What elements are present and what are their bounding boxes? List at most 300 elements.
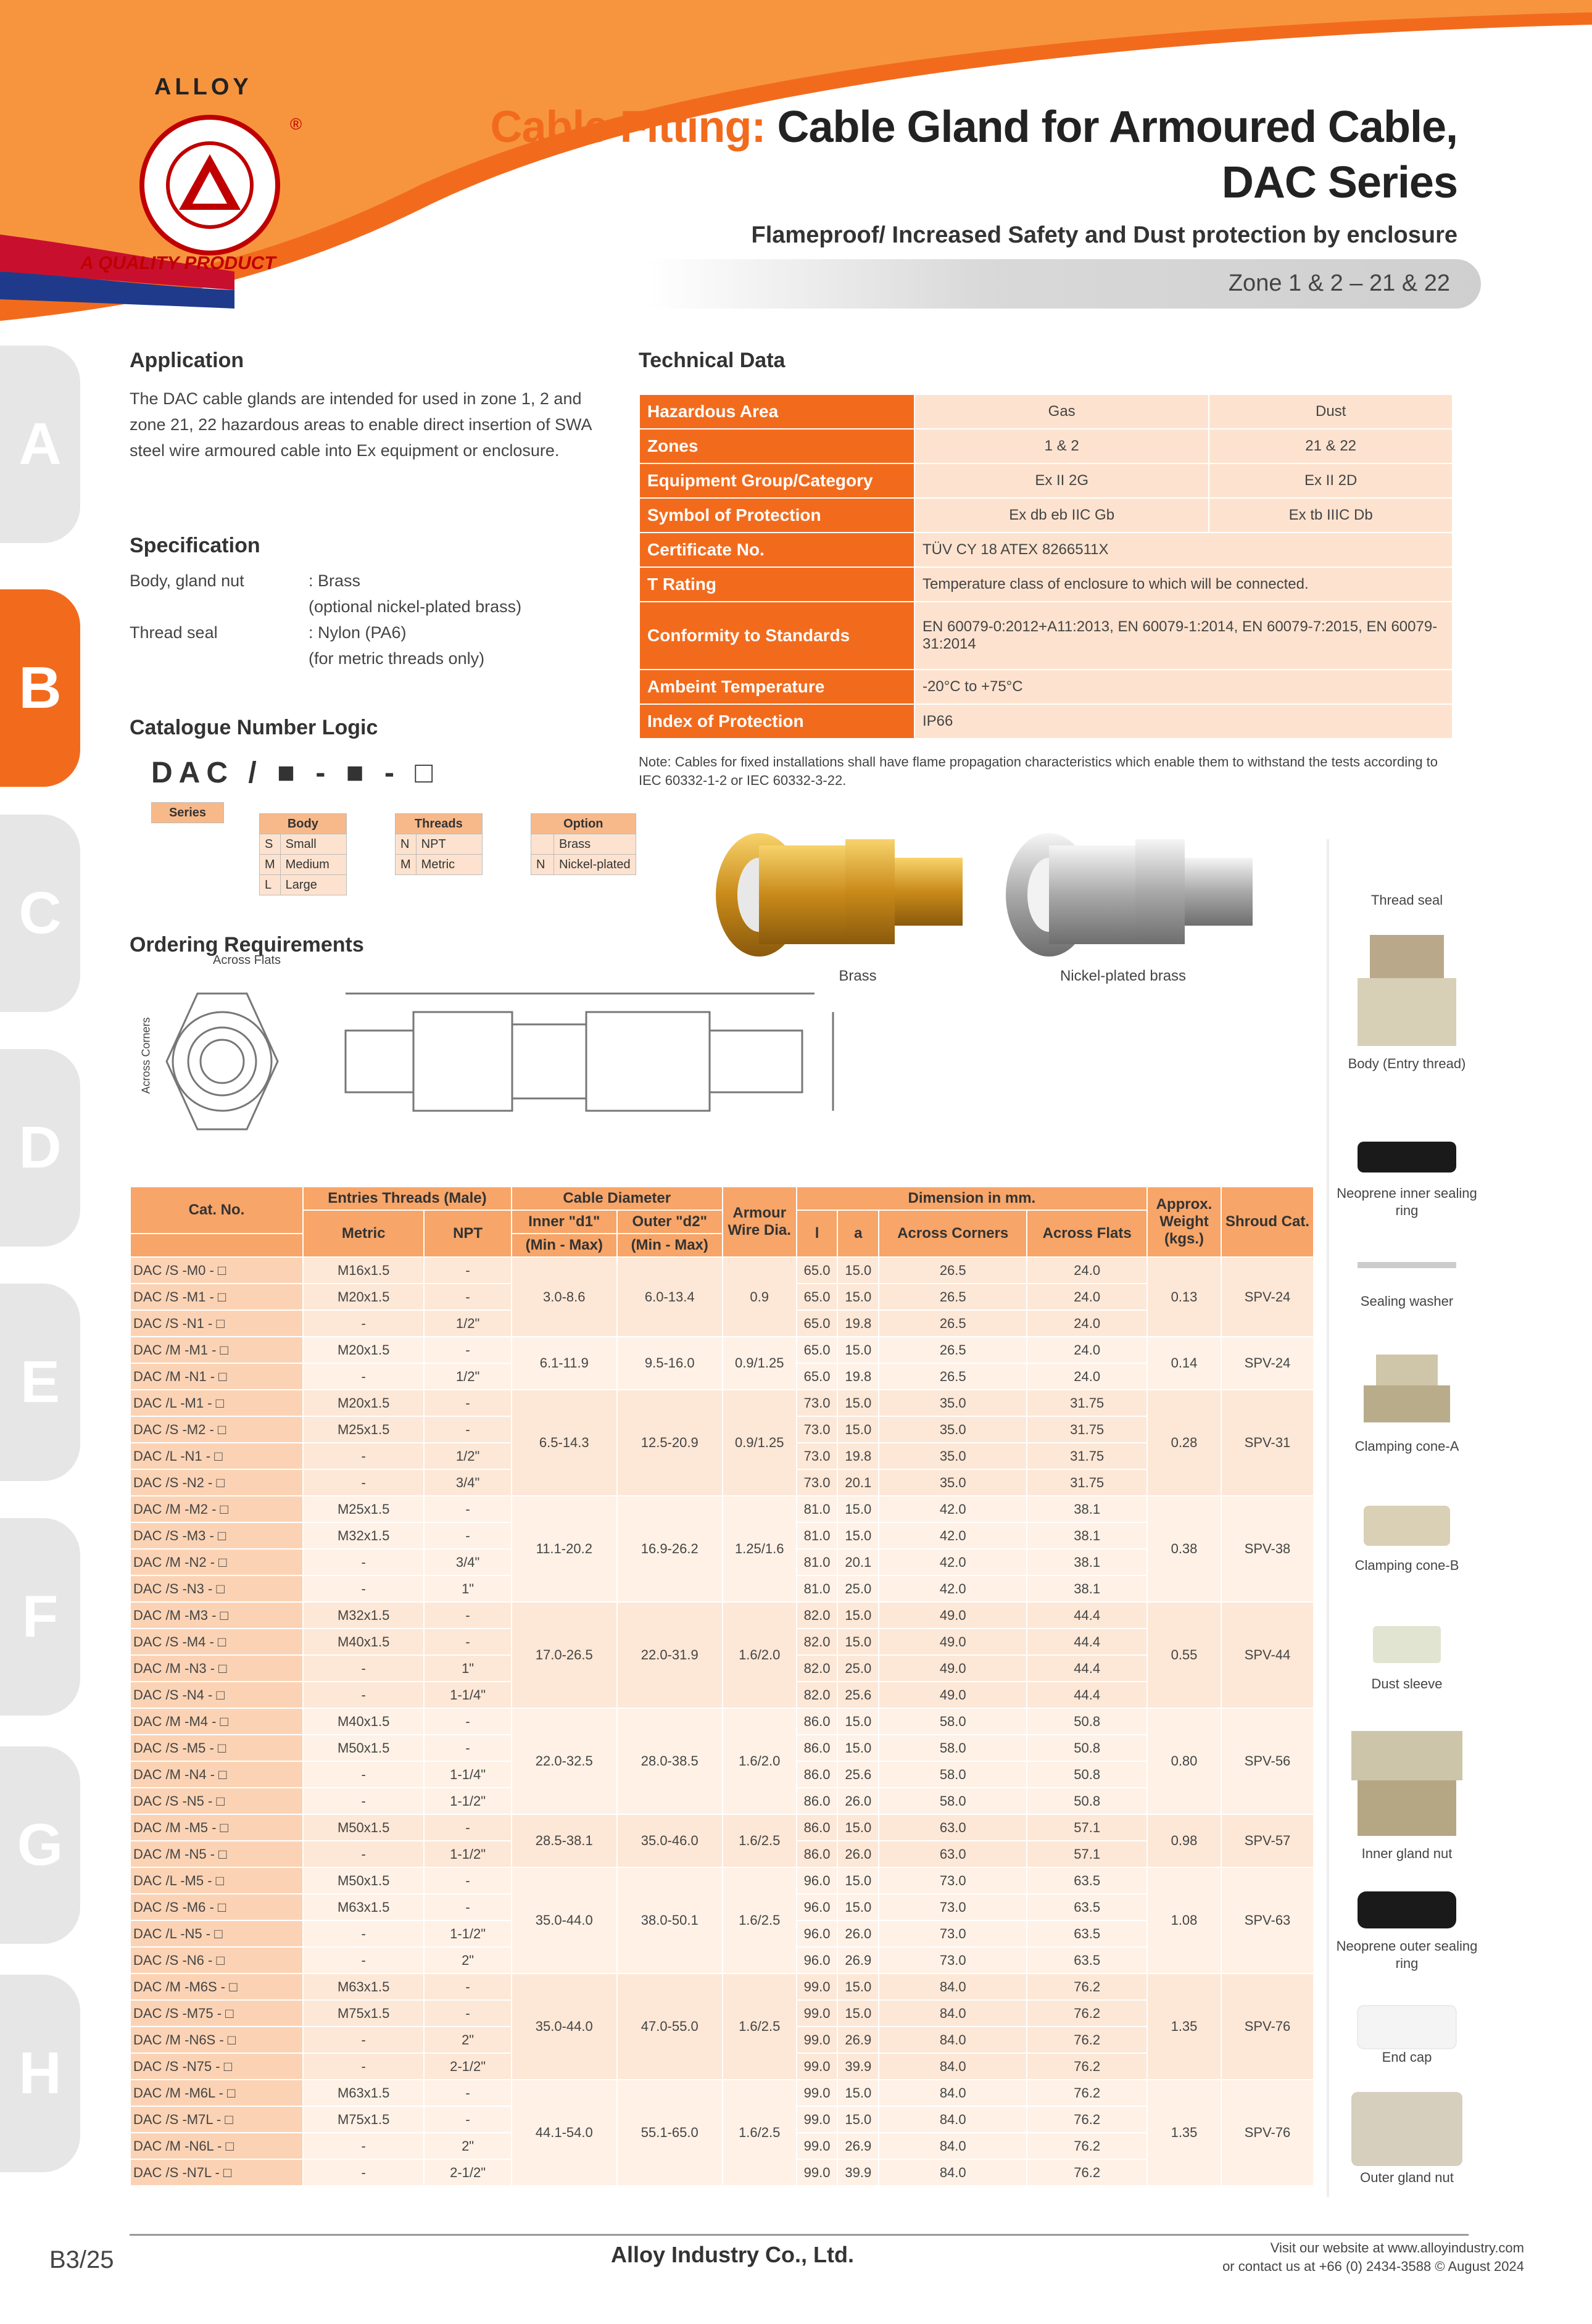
npt-cell: 3/4": [424, 1469, 511, 1496]
part-caption: Neoprene outer sealing ring: [1336, 1938, 1478, 1971]
tech-label: Index of Protection: [639, 704, 914, 739]
across-corners-cell: 49.0: [879, 1629, 1027, 1655]
metric-cell: -: [303, 1947, 424, 1973]
part-sleeve-image: [1345, 1620, 1469, 1669]
tab-b[interactable]: B: [0, 589, 80, 787]
col-corners: Across Corners: [879, 1210, 1027, 1257]
across-corners-cell: 84.0: [879, 2027, 1027, 2053]
dim-a-cell: 15.0: [837, 1284, 879, 1310]
tab-h[interactable]: H: [0, 1975, 80, 2172]
option-code: N: [531, 855, 554, 875]
table-row: [130, 1814, 1314, 1841]
across-corners-cell: 84.0: [879, 2053, 1027, 2080]
across-flats-cell: 50.8: [1027, 1708, 1147, 1735]
part-caption: Body (Entry thread): [1348, 1056, 1466, 1071]
across-corners-cell: 58.0: [879, 1788, 1027, 1814]
across-corners-cell: 84.0: [879, 2000, 1027, 2027]
part-washer-image: [1345, 1259, 1469, 1271]
across-corners-cell: 49.0: [879, 1655, 1027, 1682]
col-dims: Dimension in mm.: [797, 1187, 1147, 1210]
dim-l-cell: 99.0: [797, 1973, 838, 2000]
tech-gas: 1 & 2: [914, 429, 1209, 463]
part-caption: Sealing washer: [1360, 1293, 1454, 1309]
col-entry: Entries Threads (Male): [303, 1187, 512, 1210]
col-outer: Outer "d2": [617, 1210, 723, 1234]
dim-a-cell: 26.9: [837, 1947, 879, 1973]
shroud-cell: SPV-76: [1221, 1973, 1314, 2080]
npt-cell: 2": [424, 1947, 511, 1973]
across-flats-cell: 31.75: [1027, 1390, 1147, 1416]
dim-l-cell: 82.0: [797, 1602, 838, 1629]
across-corners-cell: 73.0: [879, 1867, 1027, 1894]
across-flats-cell: 76.2: [1027, 2159, 1147, 2186]
dim-l-cell: 99.0: [797, 2159, 838, 2186]
dim-l-cell: 99.0: [797, 2080, 838, 2106]
shroud-cell: SPV-38: [1221, 1496, 1314, 1602]
spec-key: Thread seal: [130, 623, 218, 642]
across-flats-cell: 24.0: [1027, 1363, 1147, 1390]
inner-cell: 6.1-11.9: [512, 1337, 617, 1390]
col-inner-minmax: (Min - Max): [512, 1234, 617, 1257]
page-title: [491, 102, 1457, 152]
npt-cell: 2-1/2": [424, 2053, 511, 2080]
application-text: The DAC cable glands are intended for used in zone 1, 2 and zone 21, 22 hazardous areas to enable direct insertion of SWA steel wire armoured cable into Ex equipment or enclosure.: [130, 389, 591, 460]
npt-cell: -: [424, 1814, 511, 1841]
weight-cell: 0.13: [1147, 1257, 1221, 1337]
npt-cell: 3/4": [424, 1549, 511, 1575]
thread-code: N: [396, 834, 417, 855]
across-flats-cell: 44.4: [1027, 1629, 1147, 1655]
across-corners-cell: 35.0: [879, 1443, 1027, 1469]
part-inner-nut-image: [1345, 1725, 1469, 1842]
part-cone-a-image: [1345, 1348, 1469, 1429]
metric-cell: M75x1.5: [303, 2000, 424, 2027]
dim-a-cell: 15.0: [837, 1708, 879, 1735]
dim-l-cell: 81.0: [797, 1575, 838, 1602]
dim-a-cell: 25.0: [837, 1655, 879, 1682]
cat-no-cell: DAC /S -M1 - □: [130, 1284, 303, 1310]
npt-cell: -: [424, 1416, 511, 1443]
across-flats-cell: 50.8: [1027, 1735, 1147, 1761]
shroud-cell: SPV-31: [1221, 1390, 1314, 1496]
tech-row: [639, 498, 1453, 533]
outer-cell: 28.0-38.5: [617, 1708, 723, 1814]
cat-no-cell: DAC /S -N5 - □: [130, 1788, 303, 1814]
shroud-cell: SPV-24: [1221, 1337, 1314, 1390]
cat-no-cell: DAC /S -M6 - □: [130, 1894, 303, 1920]
across-flats-cell: 63.5: [1027, 1894, 1147, 1920]
metric-cell: M63x1.5: [303, 2080, 424, 2106]
armour-cell: 0.9/1.25: [723, 1390, 797, 1496]
armour-cell: 1.25/1.6: [723, 1496, 797, 1602]
tech-dust: 21 & 22: [1209, 429, 1453, 463]
shroud-cell: SPV-63: [1221, 1867, 1314, 1973]
across-flats-cell: 50.8: [1027, 1788, 1147, 1814]
dim-a-cell: 15.0: [837, 1496, 879, 1522]
body-code: M: [260, 855, 281, 875]
thread-type: Metric: [416, 855, 482, 875]
metric-cell: -: [303, 1761, 424, 1788]
across-flats-cell: 76.2: [1027, 2133, 1147, 2159]
npt-cell: 2": [424, 2027, 511, 2053]
tech-label: Zones: [639, 429, 914, 463]
cat-no-cell: DAC /M -N5 - □: [130, 1841, 303, 1867]
footer-divider: [130, 2234, 1469, 2236]
specification-heading: Specification: [130, 534, 260, 557]
table-row: [130, 1708, 1314, 1735]
tech-gas: Ex db eb IIC Gb: [914, 498, 1209, 533]
cat-no-cell: DAC /S -N6 - □: [130, 1947, 303, 1973]
tech-label: Equipment Group/Category: [639, 463, 914, 498]
across-corners-cell: 42.0: [879, 1522, 1027, 1549]
dim-a-cell: 26.0: [837, 1920, 879, 1947]
across-flats-cell: 24.0: [1027, 1337, 1147, 1363]
shroud-cell: SPV-24: [1221, 1257, 1314, 1337]
contact-line: or contact us at +66 (0) 2434-3588 © August 2024: [1222, 2259, 1524, 2274]
across-corners-cell: 42.0: [879, 1575, 1027, 1602]
metric-cell: -: [303, 2159, 424, 2186]
cat-no-cell: DAC /M -N6S - □: [130, 2027, 303, 2053]
technical-table: [639, 394, 1453, 739]
cat-no-cell: DAC /L -N5 - □: [130, 1920, 303, 1947]
npt-cell: -: [424, 1522, 511, 1549]
inner-cell: 35.0-44.0: [512, 1867, 617, 1973]
metric-cell: -: [303, 1549, 424, 1575]
dim-l-cell: 96.0: [797, 1920, 838, 1947]
dim-l-cell: 86.0: [797, 1841, 838, 1867]
weight-cell: 1.35: [1147, 2080, 1221, 2186]
col-cable: Cable Diameter: [512, 1187, 723, 1210]
company-name: Alloy Industry Co., Ltd.: [611, 2242, 854, 2267]
dim-a-cell: 15.0: [837, 2106, 879, 2133]
option-finish: Nickel-plated: [554, 855, 636, 875]
body-code: S: [260, 834, 281, 855]
across-flats-cell: 44.4: [1027, 1655, 1147, 1682]
part-end-cap-image: [1345, 1999, 1469, 2055]
cat-no-cell: DAC /S -N1 - □: [130, 1310, 303, 1337]
dim-l-cell: 65.0: [797, 1337, 838, 1363]
dim-a-cell: 15.0: [837, 1602, 879, 1629]
catalogue-heading: Catalogue Number Logic: [130, 716, 378, 739]
dim-l-cell: 86.0: [797, 1708, 838, 1735]
tech-row: [639, 602, 1453, 670]
brand-logo-icon: [123, 105, 302, 265]
ordering-table: [130, 1186, 1314, 2186]
dim-l-cell: 82.0: [797, 1655, 838, 1682]
across-flats-cell: 76.2: [1027, 2080, 1147, 2106]
armour-cell: 1.6/2.5: [723, 1814, 797, 1867]
cat-no-cell: DAC /M -N3 - □: [130, 1655, 303, 1682]
dim-a-cell: 19.8: [837, 1443, 879, 1469]
cat-no-cell: DAC /S -M5 - □: [130, 1735, 303, 1761]
tech-gas: Ex II 2G: [914, 463, 1209, 498]
across-corners-cell: 73.0: [879, 1947, 1027, 1973]
nickel-caption: Nickel-plated brass: [1059, 968, 1187, 984]
body-code: L: [260, 875, 281, 895]
npt-cell: 1/2": [424, 1363, 511, 1390]
part-caption: Clamping cone-B: [1354, 1558, 1459, 1573]
across-corners-cell: 63.0: [879, 1841, 1027, 1867]
dim-l-cell: 81.0: [797, 1496, 838, 1522]
inner-cell: 6.5-14.3: [512, 1390, 617, 1496]
across-flats-cell: 31.75: [1027, 1469, 1147, 1496]
metric-cell: -: [303, 1655, 424, 1682]
npt-cell: -: [424, 1257, 511, 1284]
catalogue-code: DAC / ■ - ■ - □: [151, 757, 439, 789]
dim-l-cell: 96.0: [797, 1867, 838, 1894]
weight-cell: 0.14: [1147, 1337, 1221, 1390]
thread-type: NPT: [416, 834, 482, 855]
dim-a-cell: 19.8: [837, 1310, 879, 1337]
metric-cell: M25x1.5: [303, 1416, 424, 1443]
part-caption: Inner gland nut: [1361, 1846, 1453, 1861]
threads-table: [395, 813, 483, 875]
weight-cell: 0.98: [1147, 1814, 1221, 1867]
dim-l-cell: 82.0: [797, 1629, 838, 1655]
npt-cell: -: [424, 2000, 511, 2027]
across-corners-cell: 35.0: [879, 1469, 1027, 1496]
npt-cell: 2": [424, 2133, 511, 2159]
metric-cell: -: [303, 2133, 424, 2159]
title-main: Cable Gland for Armoured Cable,: [777, 102, 1457, 152]
npt-cell: -: [424, 2106, 511, 2133]
across-flats-cell: 76.2: [1027, 1973, 1147, 2000]
col-cat-blank: [130, 1234, 303, 1257]
weight-cell: 1.08: [1147, 1867, 1221, 1973]
tech-row: [639, 394, 1453, 429]
across-corners-cell: 73.0: [879, 1894, 1027, 1920]
tech-label: Symbol of Protection: [639, 498, 914, 533]
dim-a-cell: 15.0: [837, 1337, 879, 1363]
across-corners-label: Across Corners: [139, 1017, 152, 1094]
cat-no-cell: DAC /L -M5 - □: [130, 1867, 303, 1894]
part-outer-nut-image: [1345, 2086, 1469, 2172]
dim-l-cell: 81.0: [797, 1549, 838, 1575]
outer-cell: 22.0-31.9: [617, 1602, 723, 1708]
weight-cell: 0.28: [1147, 1390, 1221, 1496]
title-series: DAC Series: [1221, 158, 1457, 207]
npt-cell: -: [424, 1284, 511, 1310]
spec-value: (for metric threads only): [309, 649, 485, 668]
cat-no-cell: DAC /M -M1 - □: [130, 1337, 303, 1363]
metric-cell: M50x1.5: [303, 1867, 424, 1894]
cat-no-cell: DAC /M -N1 - □: [130, 1363, 303, 1390]
across-flats-cell: 38.1: [1027, 1575, 1147, 1602]
tab-f[interactable]: F: [0, 1518, 80, 1716]
dim-l-cell: 86.0: [797, 1761, 838, 1788]
armour-cell: 1.6/2.5: [723, 1867, 797, 1973]
dim-a-cell: 15.0: [837, 1390, 879, 1416]
spec-value: : Brass: [309, 571, 361, 590]
across-corners-cell: 84.0: [879, 2080, 1027, 2106]
brand-name: ALLOY: [154, 74, 252, 100]
tech-value: EN 60079-0:2012+A11:2013, EN 60079-1:2014, EN 60079-7:2015, EN 60079-31:2014: [914, 602, 1453, 670]
across-corners-cell: 26.5: [879, 1363, 1027, 1390]
specification-list: [130, 568, 611, 671]
npt-cell: -: [424, 1602, 511, 1629]
body-size: Small: [280, 834, 346, 855]
metric-cell: -: [303, 1920, 424, 1947]
dim-l-cell: 65.0: [797, 1363, 838, 1390]
dim-a-cell: 15.0: [837, 1814, 879, 1841]
shroud-cell: SPV-57: [1221, 1814, 1314, 1867]
metric-cell: M32x1.5: [303, 1522, 424, 1549]
dim-a-cell: 39.9: [837, 2053, 879, 2080]
dim-l-cell: 99.0: [797, 2106, 838, 2133]
title-prefix: Cable Fitting:: [490, 102, 766, 152]
col-outer-minmax: (Min - Max): [617, 1234, 723, 1257]
col-npt: NPT: [424, 1210, 511, 1257]
outer-cell: 38.0-50.1: [617, 1867, 723, 1973]
ordering-table-body: [130, 1257, 1314, 2186]
armour-cell: 1.6/2.5: [723, 1973, 797, 2080]
spec-key: [130, 594, 309, 620]
zone-label: Zone 1 & 2 – 21 & 22: [1228, 270, 1450, 296]
metric-cell: -: [303, 1469, 424, 1496]
tech-label: T Rating: [639, 567, 914, 602]
across-flats-cell: 76.2: [1027, 2000, 1147, 2027]
across-corners-cell: 58.0: [879, 1708, 1027, 1735]
metric-cell: M20x1.5: [303, 1337, 424, 1363]
dim-a-cell: 15.0: [837, 2000, 879, 2027]
metric-cell: M25x1.5: [303, 1496, 424, 1522]
inner-cell: 28.5-38.1: [512, 1814, 617, 1867]
option-code: [531, 834, 554, 855]
npt-cell: 1-1/2": [424, 1920, 511, 1947]
npt-cell: -: [424, 1390, 511, 1416]
metric-cell: M63x1.5: [303, 1973, 424, 2000]
contact-info: [1222, 2239, 1524, 2276]
outer-cell: 9.5-16.0: [617, 1337, 723, 1390]
spec-key: Body, gland nut: [130, 571, 244, 590]
dim-a-cell: 15.0: [837, 1257, 879, 1284]
npt-cell: -: [424, 1735, 511, 1761]
dim-a-cell: 26.9: [837, 2133, 879, 2159]
outer-cell: 16.9-26.2: [617, 1496, 723, 1602]
part-caption: Dust sleeve: [1371, 1676, 1443, 1691]
cat-no-cell: DAC /S -M7L - □: [130, 2106, 303, 2133]
dim-a-cell: 20.1: [837, 1549, 879, 1575]
dim-l-cell: 82.0: [797, 1682, 838, 1708]
option-table: [531, 813, 636, 875]
npt-cell: -: [424, 1708, 511, 1735]
tech-value: -20°C to +75°C: [914, 670, 1453, 704]
tech-dust: Ex II 2D: [1209, 463, 1453, 498]
dim-l-cell: 99.0: [797, 2133, 838, 2159]
dim-l-cell: 73.0: [797, 1443, 838, 1469]
ordering-heading: Ordering Requirements: [130, 933, 364, 957]
tech-value: TÜV CY 18 ATEX 8266511X: [914, 533, 1453, 567]
threads-header: Threads: [396, 814, 483, 834]
tab-g[interactable]: G: [0, 1746, 80, 1944]
cat-no-cell: DAC /S -M0 - □: [130, 1257, 303, 1284]
weight-cell: 1.35: [1147, 1973, 1221, 2080]
inner-cell: 35.0-44.0: [512, 1973, 617, 2080]
tech-row: [639, 704, 1453, 739]
across-corners-cell: 49.0: [879, 1602, 1027, 1629]
across-corners-cell: 84.0: [879, 2106, 1027, 2133]
npt-cell: -: [424, 1496, 511, 1522]
cat-no-cell: DAC /M -M6L - □: [130, 2080, 303, 2106]
cat-no-cell: DAC /M -M2 - □: [130, 1496, 303, 1522]
tab-e[interactable]: E: [0, 1284, 80, 1481]
part-caption: Clamping cone-A: [1354, 1438, 1459, 1454]
col-flats: Across Flats: [1027, 1210, 1147, 1257]
metric-cell: M63x1.5: [303, 1894, 424, 1920]
tech-row: [639, 670, 1453, 704]
tech-dust: Ex tb IIIC Db: [1209, 498, 1453, 533]
dim-l-cell: 86.0: [797, 1788, 838, 1814]
table-row: [130, 1337, 1314, 1363]
part-body-image: [1345, 929, 1469, 1052]
metric-cell: -: [303, 1310, 424, 1337]
cat-no-cell: DAC /M -N4 - □: [130, 1761, 303, 1788]
shroud-cell: SPV-76: [1221, 2080, 1314, 2186]
across-flats-cell: 57.1: [1027, 1814, 1147, 1841]
series-table: [151, 802, 224, 823]
tech-label: Ambeint Temperature: [639, 670, 914, 704]
col-cat: Cat. No.: [130, 1187, 303, 1234]
cat-no-cell: DAC /S -M4 - □: [130, 1629, 303, 1655]
cat-no-cell: DAC /S -N4 - □: [130, 1682, 303, 1708]
dim-l-cell: 96.0: [797, 1947, 838, 1973]
dim-a-cell: 26.0: [837, 1841, 879, 1867]
npt-cell: -: [424, 2080, 511, 2106]
tab-d[interactable]: D: [0, 1049, 80, 1247]
option-finish: Brass: [554, 834, 636, 855]
dim-a-cell: 26.0: [837, 1788, 879, 1814]
metric-cell: M40x1.5: [303, 1629, 424, 1655]
body-size: Medium: [280, 855, 346, 875]
application-heading: Application: [130, 349, 244, 372]
dim-l-cell: 99.0: [797, 2053, 838, 2080]
brand-tagline: A QUALITY PRODUCT: [80, 253, 276, 273]
dim-l-cell: 65.0: [797, 1310, 838, 1337]
tech-label: Hazardous Area: [639, 394, 914, 429]
tab-a[interactable]: A: [0, 346, 80, 543]
tech-value: IP66: [914, 704, 1453, 739]
part-caption: Neoprene inner sealing ring: [1337, 1185, 1477, 1218]
inner-cell: 44.1-54.0: [512, 2080, 617, 2186]
col-a: a: [837, 1210, 879, 1257]
table-row: [130, 1390, 1314, 1416]
outer-cell: 12.5-20.9: [617, 1390, 723, 1496]
across-corners-cell: 26.5: [879, 1310, 1027, 1337]
dim-l-cell: 96.0: [797, 1894, 838, 1920]
across-flats-cell: 63.5: [1027, 1947, 1147, 1973]
registered-mark: ®: [290, 115, 302, 133]
across-flats-cell: 76.2: [1027, 2106, 1147, 2133]
npt-cell: -: [424, 1894, 511, 1920]
table-row: [130, 2080, 1314, 2106]
tab-c[interactable]: C: [0, 815, 80, 1012]
across-corners-cell: 84.0: [879, 2159, 1027, 2186]
dim-a-cell: 15.0: [837, 1894, 879, 1920]
across-corners-cell: 26.5: [879, 1284, 1027, 1310]
cat-no-cell: DAC /M -M5 - □: [130, 1814, 303, 1841]
metric-cell: M75x1.5: [303, 2106, 424, 2133]
across-flats-cell: 31.75: [1027, 1416, 1147, 1443]
page-subtitle: Flameproof/ Increased Safety and Dust protection by enclosure: [751, 222, 1457, 248]
inner-cell: 3.0-8.6: [512, 1257, 617, 1337]
metric-cell: M20x1.5: [303, 1390, 424, 1416]
part-caption: Outer gland nut: [1360, 2170, 1454, 2185]
metric-cell: M16x1.5: [303, 1257, 424, 1284]
dim-a-cell: 39.9: [837, 2159, 879, 2186]
dim-a-cell: 15.0: [837, 1416, 879, 1443]
across-corners-cell: 58.0: [879, 1735, 1027, 1761]
across-corners-cell: 42.0: [879, 1549, 1027, 1575]
